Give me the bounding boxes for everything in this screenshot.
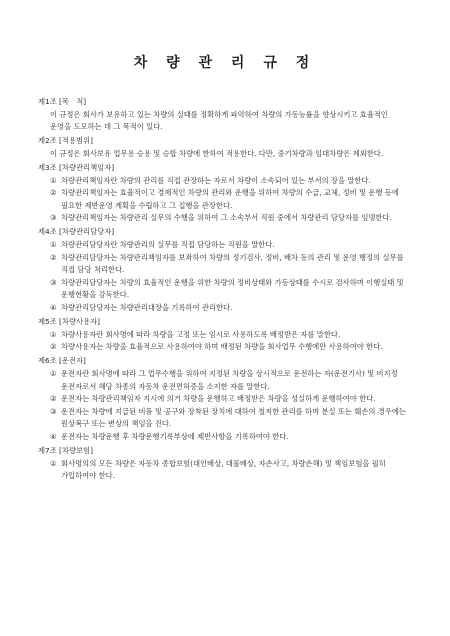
clause-item xyxy=(50,187,408,212)
clause-item xyxy=(50,393,408,406)
article-text: 이 규정은 회사보유 업무용 승용 및 승합 차량에 한하여 적용한다. 다만, 중기차량과 임대차량은 제외한다. xyxy=(50,148,384,158)
clause-item xyxy=(50,406,408,431)
clause-number: ③ xyxy=(50,406,57,416)
clause-number: ① xyxy=(50,240,57,250)
clause-number: ② xyxy=(50,342,57,352)
clause-item xyxy=(50,341,408,354)
clause-number: ① xyxy=(50,458,57,468)
article-heading: 제1조 [목 적] xyxy=(38,97,87,106)
clause-text: 차량관리책임자란 차량의 관리를 직접 관장하는 자로서 차량이 소속되어 있는 부서의 장을 말한다. xyxy=(61,175,371,185)
clause-item xyxy=(50,431,408,444)
clause-text: 차량사용자란 회사명에 따라 차량을 고정 또는 임시로 사용하도록 배정받은 자를 말한다. xyxy=(61,329,341,339)
clause-text: 운전자란 회사명에 따라 그 업무수행을 위하여 지정된 차량을 상시적으로 운전하는 자(운전기사) 및 비지정 운전자로서 해당 차종의 자동차 운전면허증을 소지한 자를 말한다. xyxy=(61,368,398,391)
clause-item xyxy=(50,175,408,188)
clause-text: 운전자는 차량관리책임자 지시에 의거 차량을 운행하고 배정받은 차량을 성실하게 운행하여야 한다. xyxy=(61,394,376,404)
article-heading: 제3조 [차량관리책임자] xyxy=(38,162,115,172)
article-2 xyxy=(38,135,408,160)
clause-text: 차량관리담당자란 차량관리의 실무를 직접 담당하는 직원을 말한다. xyxy=(61,240,275,250)
article-heading: 제6조 [운전자] xyxy=(38,356,86,366)
document-title: 차 량 관 리 규 정 xyxy=(133,55,317,71)
clause-text: 차량관리담당자는 차량관리대장을 기록하여 관리한다. xyxy=(61,303,233,312)
clause-text: 운전자는 차량에 지급된 비품 및 공구와 장착된 장치에 대하여 철저한 관리를 하며 분실 또는 훼손의 경우에는 원상복구 또는 변상의 책임을 진다. xyxy=(61,406,406,429)
clause-number: ③ xyxy=(50,213,57,223)
clause-item xyxy=(50,368,408,393)
clause-number: ① xyxy=(50,175,57,185)
clause-text: 차량사용자는 차량을 효율적으로 사용하여야 하며 배정된 차량을 회사업무 수행에만 사용하여야 한다. xyxy=(61,342,383,352)
clause-text: 회사명의의 모든 차량은 자동차 종합보험(대인배상, 대물배상, 자손사고, 차량손해) 및 책임보험을 필히 가입하여야 한다. xyxy=(61,458,386,481)
article-4 xyxy=(38,226,408,314)
clause-number: ① xyxy=(50,368,57,378)
clause-text: 차량관리책임자는 효율적이고 경제적인 차량의 관리와 운행을 위하여 차량의 수급, 교체, 정비 및 운행 등에 필요한 제반운영 계획을 수립하고 그 집행을 관장한다. xyxy=(61,188,399,210)
article-heading: 제2조 [적용범위] xyxy=(38,136,93,146)
clause-item xyxy=(50,239,408,252)
article-heading: 제5조 [차량사용자] xyxy=(38,317,100,327)
clause-number: ① xyxy=(50,329,57,339)
clause-number: ③ xyxy=(50,277,57,287)
clause-text: 차량관리책임자는 차량관리 실무의 수행을 위하여 그 소속부서 직원 중에서 차량관리 담당자를 임명한다. xyxy=(61,213,392,223)
clause-number: ② xyxy=(50,188,57,198)
article-text: 이 규정은 회사가 보유하고 있는 차량의 실태를 정확하게 파악하여 차량의 가동능률을 향상시키고 효율적인 운영을 도모하는 데 그 목적이 있다. xyxy=(50,109,388,132)
article-7 xyxy=(38,445,408,483)
clause-number: ④ xyxy=(50,431,57,441)
clause-text: 차량관리담당자는 차량의 효율적인 운행을 위한 차량의 정비상태와 가동상태를 수시로 검사하며 이행실태 및 운행현황을 감독한다. xyxy=(61,277,404,300)
clause-item xyxy=(50,277,408,302)
clause-item xyxy=(50,458,408,483)
clause-text: 차량관리담당자는 차량관리책임자를 보좌하여 차량의 정기검사, 정비, 배차 등의 관리 및 운영 행정의 실무를 직접 담당 처리한다. xyxy=(61,252,404,275)
article-1 xyxy=(38,96,408,134)
clause-number: ② xyxy=(50,394,57,404)
article-3 xyxy=(38,162,408,225)
clause-item xyxy=(50,302,408,315)
clause-item xyxy=(50,329,408,342)
clause-item xyxy=(50,212,408,225)
article-heading: 제4조 [차량관리담당자] xyxy=(38,227,115,237)
clause-number: ② xyxy=(50,252,57,262)
document-body xyxy=(38,96,408,483)
clause-number: ④ xyxy=(50,303,57,312)
clause-text: 운전자는 차량운행 후 차량운행기록부상에 제반사항을 기록하여야 한다. xyxy=(61,431,289,441)
article-5 xyxy=(38,316,408,354)
clause-item xyxy=(50,252,408,277)
article-heading: 제7조 [차량보험] xyxy=(38,446,93,456)
article-6 xyxy=(38,355,408,443)
